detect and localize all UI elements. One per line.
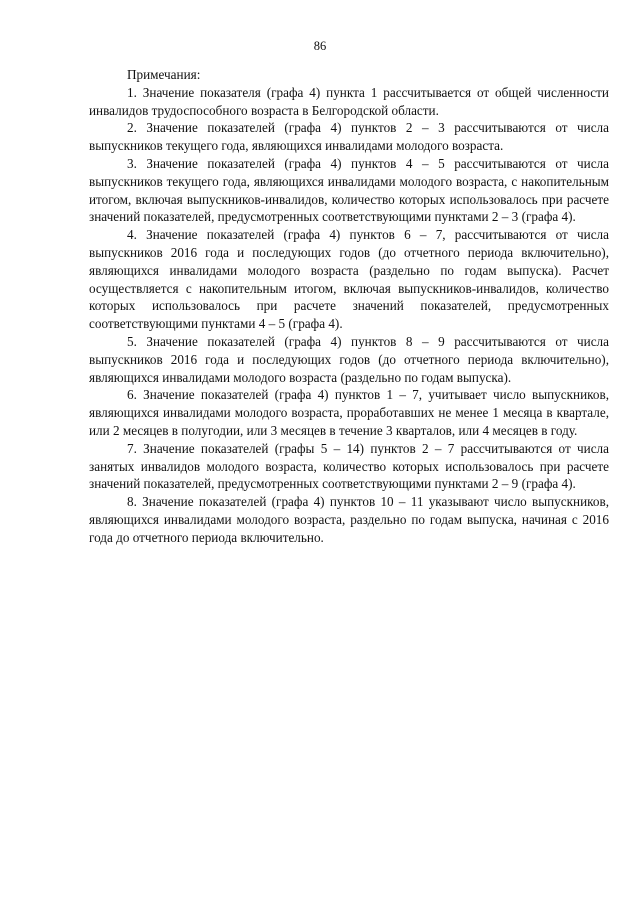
note-item-7: 7. Значение показателей (графы 5 – 14) пунктов 2 – 7 рассчитываются от числа занятых инвалидов молодого возраста, количество которых использовалось при расчете значений показателей, предусмотренных соответствующими пунктами 2 – 9 (графа 4). [89,440,609,492]
notes-section [89,66,609,547]
note-item-3: 3. Значение показателей (графа 4) пунктов 4 – 5 рассчитываются от числа выпускников текущего года, являющихся инвалидами молодого возраста, с накопительным итогом, включая выпускников-инвалидов, количество которых использовалось при расчете значений показателей, предусмотренных соответствующими пунктами 2 – 3 (графа 4). [89,155,609,225]
notes-heading: Примечания: [127,67,201,82]
note-item-6: 6. Значение показателей (графа 4) пунктов 1 – 7, учитывает число выпускников, являющихся инвалидами молодого возраста, проработавших не менее 1 месяца в квартале, или 2 месяцев в полугодии, или 3 месяцев в течение 3 кварталов, или 4 месяцев в году. [89,387,609,438]
page-number: 86 [313,39,327,53]
note-item-1: 1. Значение показателя (графа 4) пункта 1 рассчитывается от общей численности инвалидов трудоспособного возраста в Белгородской области. [89,84,609,118]
note-item-2: 2. Значение показателей (графа 4) пунктов 2 – 3 рассчитываются от числа выпускников текущего года, являющихся инвалидами молодого возраста. [89,120,609,154]
note-item-8: 8. Значение показателей (графа 4) пунктов 10 – 11 указывают число выпускников, являющихся инвалидами молодого возраста, раздельно по годам выпуска, начиная с 2016 года до отчетного периода включительно. [89,494,609,545]
note-item-5: 5. Значение показателей (графа 4) пунктов 8 – 9 рассчитываются от числа выпускников 2016 года и последующих годов (до отчетного периода включительно), являющихся инвалидами молодого возраста (раздельно по годам выпуска). [89,333,609,385]
note-item-4: 4. Значение показателей (графа 4) пунктов 6 – 7, рассчитываются от числа выпускников 2016 года и последующих годов (до отчетного периода включительно), являющихся инвалидами молодого возраста (раздельно по годам выпуска). Расчет осуществляется с накопительным итогом, включая выпускников-инвалидов, количество которых использовалось при расчете значений показателей, предусмотренных соответствующими пунктами 4 – 5 (графа 4). [89,227,609,332]
